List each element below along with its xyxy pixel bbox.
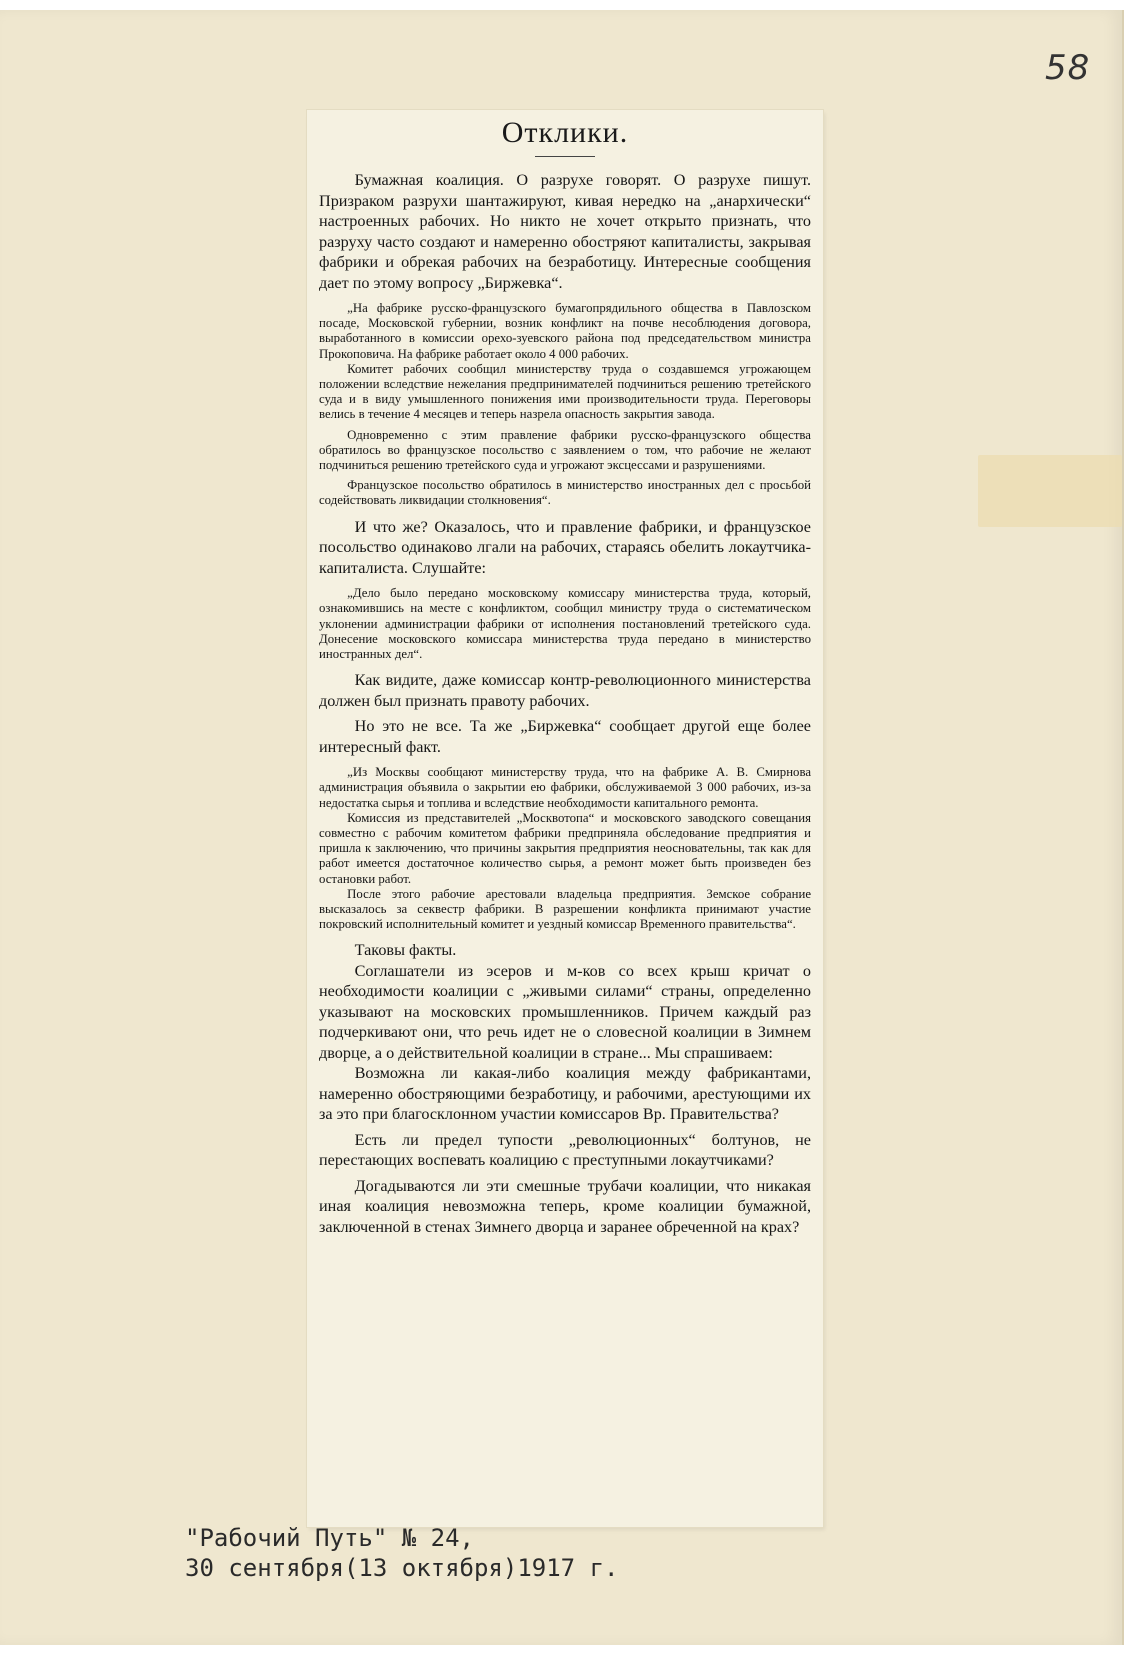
- source-attribution: [185, 1523, 618, 1583]
- archive-sheet: [0, 10, 1124, 1645]
- attribution-line: "Рабочий Путь" № 24,: [185, 1524, 474, 1552]
- paragraph-intro: Бумажная коалиция. О разрухе говорят. О разрухе пишут. Призраком разрухи шантажируют, кивая нередко на „анархически“ настроенных рабочих. Но никто не хочет открыто признать, что разруху часто создают и намеренно обостряют капиталисты, закрывая фабрики и обрекая рабочих на безработицу. Интересные сообщения дает по этому вопросу „Биржевка“.: [319, 171, 811, 292]
- headline: Отклики.: [501, 116, 629, 149]
- paragraph: Соглашатели из эсеров и м-ков со всех крыш кричат о необходимости коалиции с „живыми силами“ страны, определенно указывают на московских промышленников. Причем каждый раз подчеркивают они, что речь идет не о словесной коалиции в Зимнем дворце, а о действительной коалиции в стране... Мы спрашиваем:: [319, 961, 811, 1062]
- page-number: 58: [1045, 48, 1091, 88]
- quote-paragraph: После этого рабочие арестовали владельца предприятия. Земское собрание высказалось за секвестр фабрики. В разрешении конфликта принимают участие покровский исполнительный комитет и уездный комиссар Временного правительства“.: [319, 886, 811, 932]
- newspaper-clipping: [307, 110, 823, 1527]
- quote-paragraph: Комиссия из представителей „Москвотопа“ и московского заводского совещания совместно с рабочим комитетом фабрики предприняла обследование предприятия и пришла к заключению, что причины закрытия предприятия неосновательны, так как для работ имеется достаточное количество сырья, а ремонт может быть произведен без остановки работ.: [319, 810, 811, 886]
- quote-paragraph: „Дело было передано московскому комиссару министерства труда, который, ознакомившись на месте с конфликтом, сообщил министру труда о систематическом уклонении администрации фабрики от исполнения постановлений третейского суда. Донесение московского комиссара министерства труда передано в министерство иностранных дел“.: [319, 586, 811, 661]
- attribution-line: 30 сентября(13 октября)1917 г.: [185, 1554, 619, 1582]
- paragraph: Догадываются ли эти смешные трубачи коалиции, что никакая иная коалиция невозможна теперь, кроме коалиции бумажной, заключенной в стенах Зимнего дворца и заранее обреченной на крах?: [319, 1176, 811, 1236]
- quote-paragraph: „На фабрике русско-французского бумагопрядильного общества в Павлозском посаде, Московской губернии, возник конфликт на почве несоблюдения договора, выработанного в комиссии орехо-зуевского района под председательством министра Прокоповича. На фабрике работает около 4 000 рабочих.: [319, 301, 811, 361]
- paragraph: Как видите, даже комиссар контр-революционного министерства должен был признать правоту рабочих.: [319, 671, 811, 710]
- paragraph: Таковы факты.: [354, 941, 457, 960]
- tape-residue: [978, 455, 1122, 527]
- paragraph: Но это не все. Та же „Биржевка“ сообщает другой еще более интересный факт.: [319, 717, 811, 756]
- paragraph: И что же? Оказалось, что и правление фабрики, и французское посольство одинаково лгали на рабочих, стараясь обелить локаутчика-капиталиста. Слушайте:: [319, 517, 811, 577]
- article-body: [319, 162, 811, 1237]
- paragraph: Есть ли предел тупости „революционных“ болтунов, не перестающих воспевать коалицию с преступными локаутчиками?: [319, 1130, 811, 1170]
- quote-paragraph: „Из Москвы сообщают министерству труда, что на фабрике А. В. Смирнова администрация объявила о закрытии ею фабрики, обслуживаемой 3 000 рабочих, из-за недостатка сырья и топлива и вследствие необходимости капитального ремонта.: [319, 765, 811, 810]
- quote-paragraph: Одновременно с этим правление фабрики русско-французского общества обратилось во французское посольство с заявлением о том, что рабочие не желают подчиниться решению третейского суда и угрожают эксцессами и разрушениями.: [319, 427, 811, 473]
- paragraph: Возможна ли какая-либо коалиция между фабрикантами, намеренно обостряющими безработицу, и рабочими, арестующими их за это при благосклонном участии комиссаров Вр. Правительства?: [319, 1064, 811, 1124]
- headline-rule: [535, 156, 595, 157]
- quote-paragraph: Комитет рабочих сообщил министерству труда о создавшемся угрожающем положении вследствие нежелания предпринимателей подчиниться решению третейского суда и в виду умышленного понижения ими производительности труда. Переговоры велись в течение 4 месяцев и теперь назрела опасность закрытия завода.: [319, 361, 811, 422]
- quote-paragraph: Французское посольство обратилось в министерство иностранных дел с просьбой содействовать ликвидации столкновения“.: [319, 478, 811, 508]
